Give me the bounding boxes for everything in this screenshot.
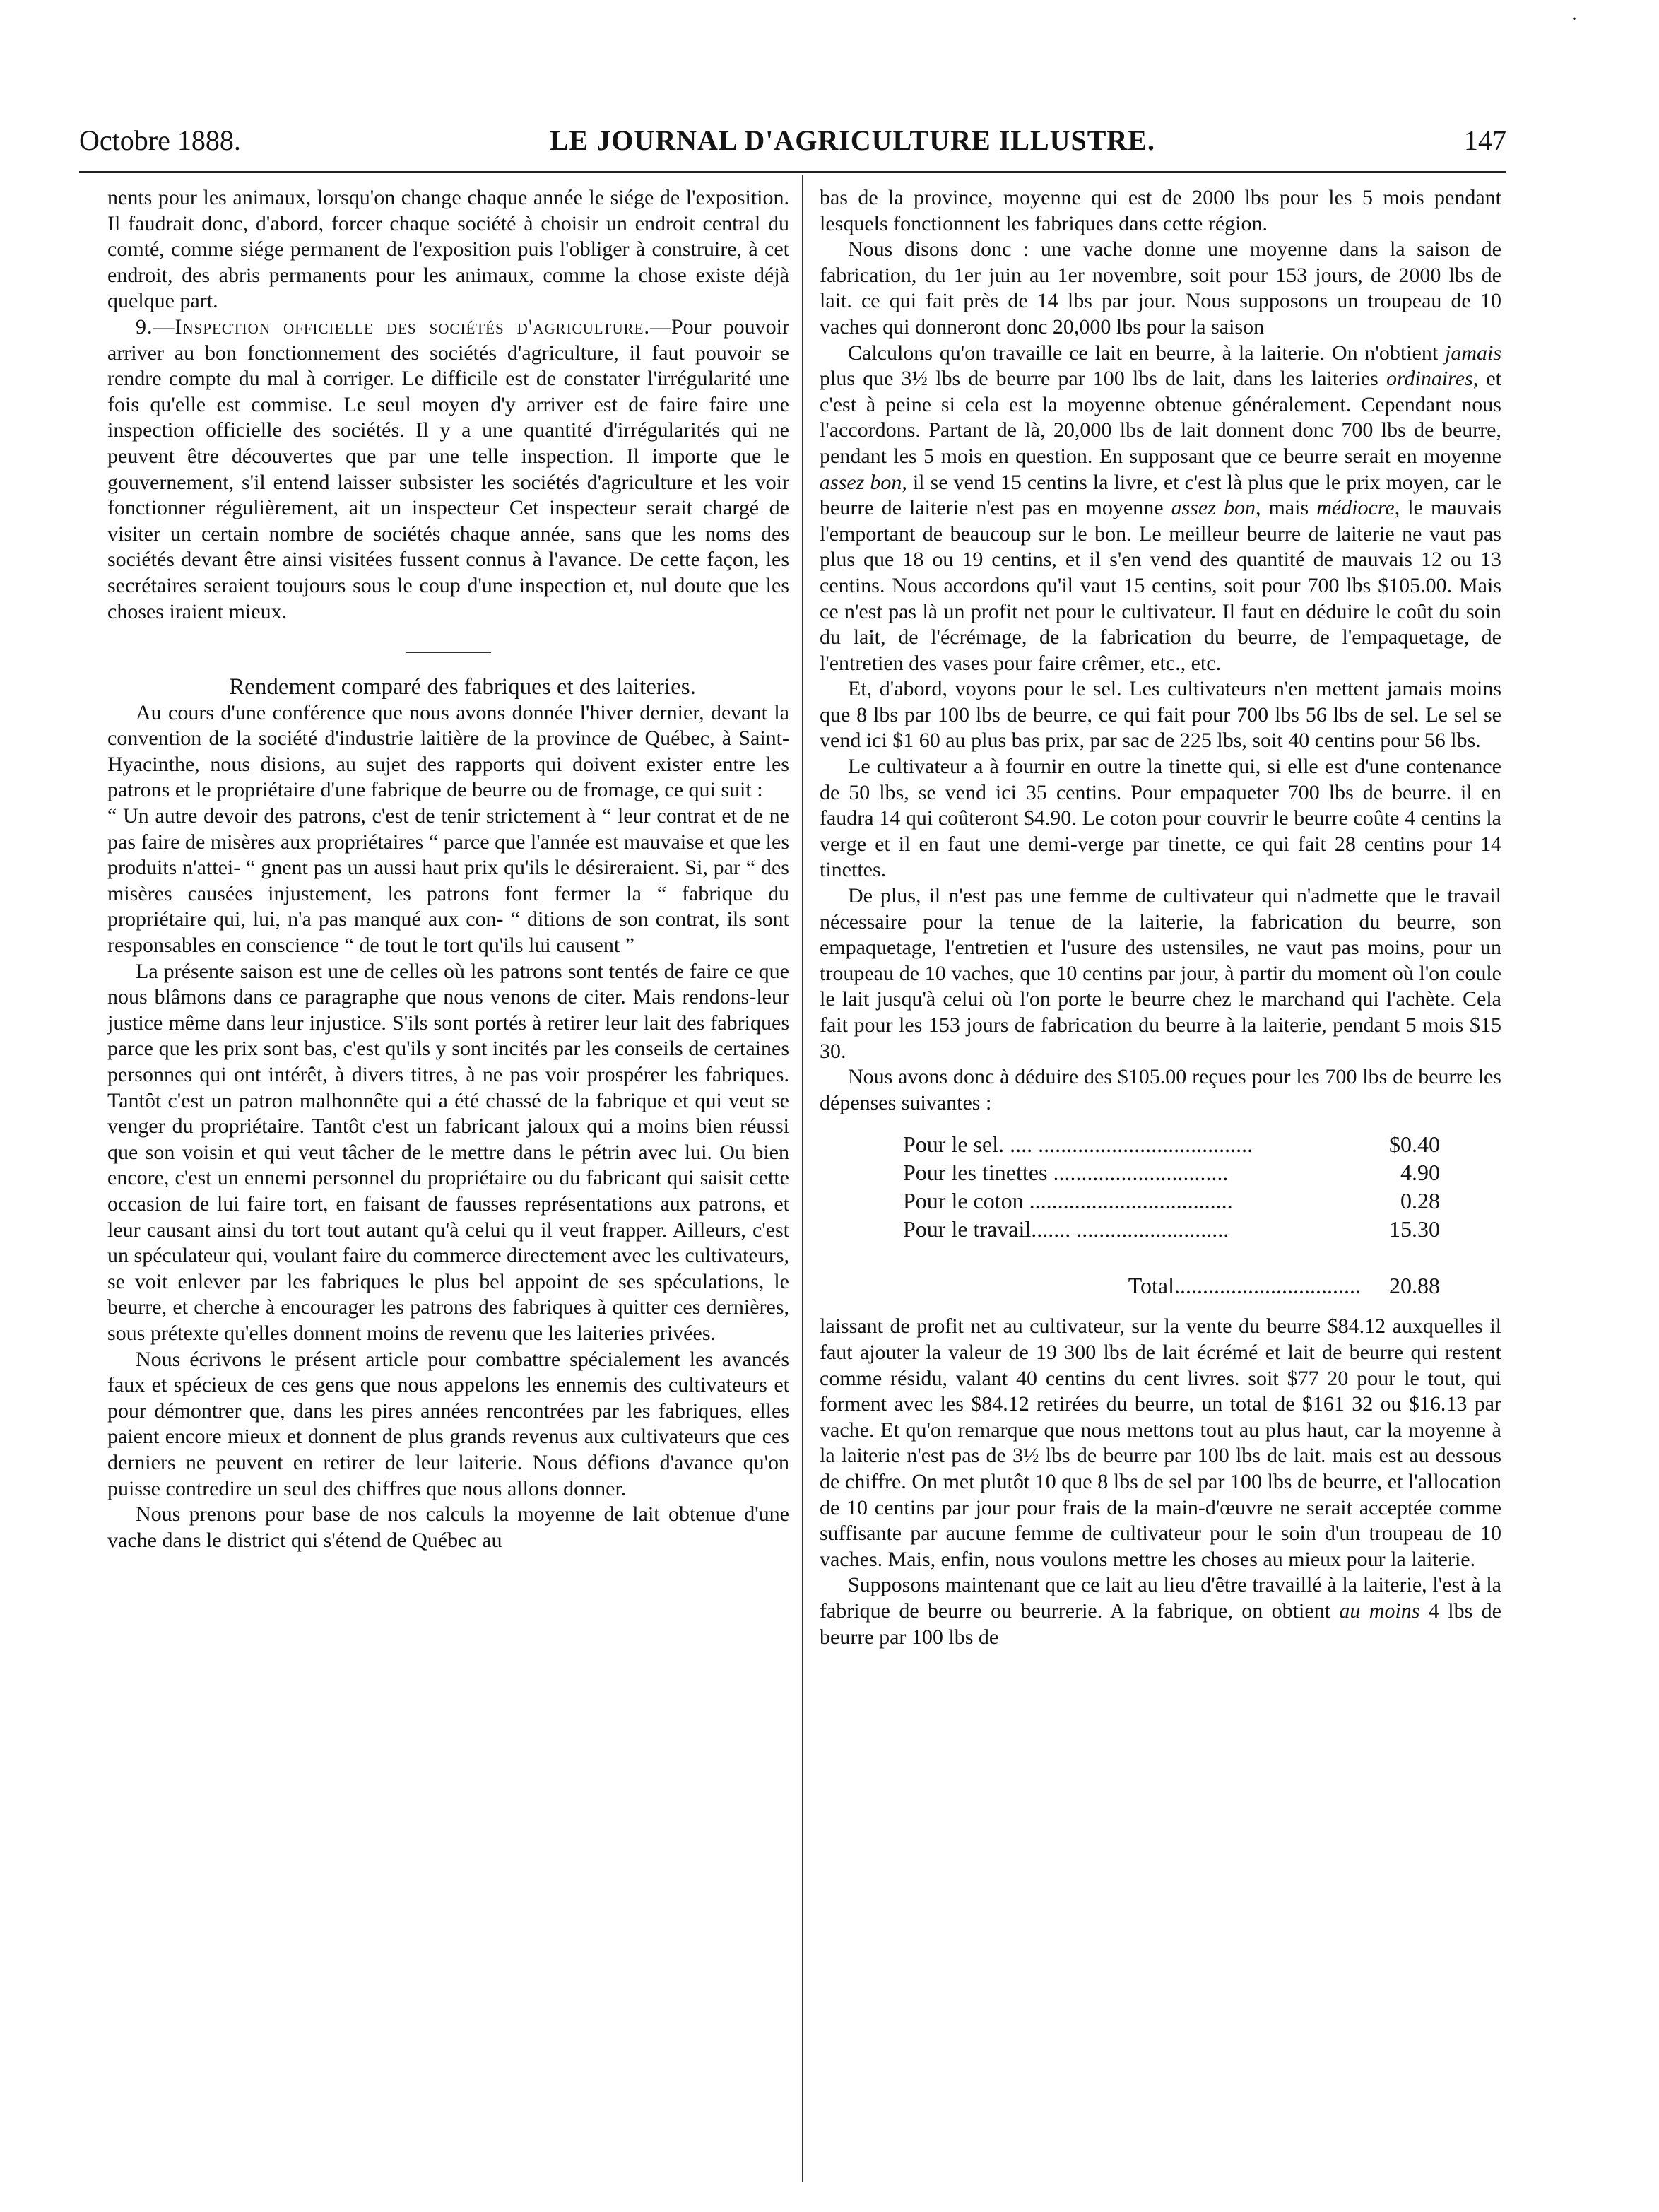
italic-text: assez bon bbox=[820, 470, 902, 494]
expense-label bbox=[903, 1158, 1228, 1187]
paragraph: Le cultivateur a à fournir en outre la tinette qui, si elle est d'une contenance de 50 lbs, se vend ici 35 centins. Pour empaqueter 700 lbs de beurre. il en faudra 14 qui coûteront $4.90. Le coton pour couvrir le beurre coûte 4 centins la verge et il en faut une demi-verge par tinette, ce qui fait 28 centins pour 14 tinettes. bbox=[820, 755, 1501, 882]
header-rule bbox=[79, 171, 1506, 173]
italic-text: jamais bbox=[1444, 341, 1501, 365]
text-run: , il se vend 15 centins la livre, et c'est là plus que le prix moyen, car le beurre de laiterie n'est pas en moyenne bbox=[820, 470, 1501, 520]
paragraph: La présente saison est une de celles où les patrons sont tentés de faire ce que nous blâmons dans ce paragraphe que nous venons de citer. Mais rendons-leur justice même dans leur injustice. S'ils sont portés à retirer leur lait des fabriques parce que les prix sont bas, c'est qu'ils y sont incités par les conseils de certaines personnes qui ont intérêt, à divers titres, à ne pas voir prospérer les fabriques. Tantôt c'est un patron malhonnête qui a été chassé de la fabrique et qui veut se venger du propriétaire. Tantôt c'est un fabricant jaloux qui a moins bien réussi que son voisin et qui veut tâcher de le mettre dans le pétrin avec lui. Ou bien encore, c'est un ennemi personnel du propriétaire ou du fabricant qui saisit cette occasion de lui faire tort, en faisant de fausses représentations aux patrons, et leur causant ainsi du tort tout autant qu'à celui qu il veut frapper. Ailleurs, c'est un spéculateur qui, voulant faire du commerce directement avec les cultivateurs, se voit enlever par les fabriques le plus bel appoint de ses spéculations, le beurre, et cherche à encourager les patrons des fabriques à quitter ces dernières, sous prétexte qu'elles donnent moins de revenu que les laiteries privées. bbox=[107, 959, 789, 1345]
expense-label bbox=[903, 1187, 1233, 1215]
italic-text: assez bon bbox=[1171, 496, 1256, 520]
text-run: , le mauvais l'emportant de beaucoup sur le bon. Le meilleur beurre de laiterie ne vaut pas plus que 18 ou 19 centins, et il s'en vend des quantité de mauvais 12 ou 13 centins. Nous accordons qu'il vaut 15 centins, soit pour 700 lbs $105.00. Mais ce n'est pas là un profit net pour le cultivateur. Il faut en déduire le coût du soin du lait, de l'écrémage, de la fabrication du beurre, de l'empaquetage, de l'entretien des vases pour faire crêmer, etc., etc. bbox=[820, 496, 1501, 675]
journal-title: LE JOURNAL D'AGRICULTURE ILLUSTRE. bbox=[549, 124, 1155, 156]
paragraph bbox=[820, 341, 1501, 677]
left-column bbox=[107, 185, 789, 1553]
text-run: , mais bbox=[1255, 496, 1317, 520]
paragraph: Et, d'abord, voyons pour le sel. Les cultivateurs n'en mettent jamais moins que 8 lbs par 100 lbs de beurre, ce qui fait pour 700 lbs 56 lbs de sel. Le sel se vend ici $1 60 au plus bas prix, par sac de 225 lbs, soit 40 centins pour 56 lbs. bbox=[820, 677, 1501, 753]
paragraph-inspection bbox=[107, 314, 789, 625]
paragraph-text: —Pour pouvoir arriver au bon fonctionnement des sociétés d'agriculture, il faut pouvoir se rendre compte du mal à corriger. Le difficile est de constater l'irrégularité une fois qu'elle est commise. Le seul moyen d'y arriver est de faire faire une inspection officielle des sociétés. Il y a une quantité d'irrégularités qui ne peuvent être découvertes que par une telle inspection. Il importe que le gouvernement, s'il entend laisser subsister les sociétés d'agriculture et les voir fonctionner régulièrement, ait un inspecteur Cet inspecteur serait chargé de visiter un certain nombre de sociétés chaque année, sans que les noms des sociétés devant être ainsi visitées fussent connus à l'avance. De cette façon, les secrétaires seraient toujours sous le coup d'une inspection et, nul doute que les choses iraient mieux. bbox=[107, 314, 790, 623]
expense-name: Pour le sel. .... bbox=[903, 1131, 1033, 1158]
italic-text: médiocre bbox=[1316, 496, 1395, 520]
paragraph bbox=[820, 1572, 1501, 1650]
text-run: 4 lbs de beurre par 100 lbs de bbox=[820, 1599, 1501, 1649]
expense-value: 0.28 bbox=[1400, 1188, 1440, 1214]
page-number: 147 bbox=[1464, 124, 1506, 156]
quotation: “ Un autre devoir des patrons, c'est de tenir strictement à “ leur contrat et de ne pas faire de misères aux propriétaires “ parce que l'année est mauvaise et que les produits n'attei- “ gnent pas un aussi haut prix qu'ils le désireraient. Si, par “ des misères causées injustement, les patrons font fermer la “ fabrique du propriétaire qui, lui, n'a pas manqué aux con- “ ditions de son contrat, ils sont responsables en conscience “ de tout le tort qu'ils lui causent ” bbox=[107, 804, 789, 958]
expense-value: 15.30 bbox=[1389, 1216, 1440, 1242]
expense-label bbox=[903, 1215, 1229, 1243]
leader-dots: ...................................... bbox=[1032, 1131, 1253, 1158]
column-divider bbox=[802, 175, 803, 2182]
expense-name: Pour le travail....... bbox=[903, 1216, 1071, 1242]
issue-date: Octobre 1888. bbox=[79, 124, 241, 156]
section-separator bbox=[406, 652, 491, 653]
text-run: Supposons maintenant que ce lait au lieu d'être travaillé à la laiterie, l'est à la fabrique de beurre ou beurrerie. A la fabrique, on obtient bbox=[820, 1573, 1501, 1623]
expense-name: Pour les tinettes bbox=[903, 1160, 1048, 1186]
expense-row bbox=[903, 1130, 1440, 1158]
article-title: Rendement comparé des fabriques et des laiteries. bbox=[229, 674, 696, 700]
section-heading: 9.—Inspection officielle des sociétés d'agriculture. bbox=[136, 314, 650, 339]
total-label: Total................................. bbox=[1128, 1273, 1361, 1299]
paragraph: Nous écrivons le présent article pour combattre spécialement les avancés faux et spécieux de ces gens que nous appelons les ennemis des cultivateurs et pour démontrer que, dans les pires années rencontrées par les fabriques, elles paient encore mieux et donnent de plus grands revenus aux cultivateurs que ces derniers ne peuvent en retirer de leur laiterie. Nous défions d'avance qu'on puisse contredire un seul des chiffres que nous allons donner. bbox=[107, 1347, 789, 1500]
total-row bbox=[903, 1271, 1440, 1300]
stray-mark: · bbox=[1571, 7, 1578, 30]
paragraph: Au cours d'une conférence que nous avons donnée l'hiver dernier, devant la convention de la société d'industrie laitière de la province de Québec, à Saint-Hyacinthe, nous disions, au sujet des rapports qui doivent exister entre les patrons et le propriétaire d'une fabrique de beurre ou de fromage, ce qui suit : bbox=[107, 700, 789, 802]
paragraph: nents pour les animaux, lorsqu'on change chaque année le siége de l'exposition. Il faudrait donc, d'abord, forcer chaque société à choisir un endroit central du comté, comme siége permanent de l'exposition puis l'obliger à construire, à cet endroit, des abris permanents pour les animaux, comme la chose existe déjà quelque part. bbox=[107, 186, 789, 313]
expense-row bbox=[903, 1187, 1440, 1215]
leader-dots: ............................... bbox=[1047, 1160, 1229, 1186]
right-column bbox=[820, 185, 1501, 1650]
expense-value: $0.40 bbox=[1389, 1131, 1440, 1158]
text-run: , et c'est à peine si cela est la moyenne obtenue généralement. Cependant nous l'accordons. Partant de là, 20,000 lbs de lait donnent donc 700 lbs de beurre, pendant les 5 mois en question. En supposant que ce beurre serait en moyenne bbox=[820, 367, 1502, 468]
expense-value: 4.90 bbox=[1400, 1160, 1440, 1186]
italic-text: au moins bbox=[1339, 1599, 1420, 1623]
total-value: 20.88 bbox=[1389, 1273, 1440, 1299]
paragraph: Nous prenons pour base de nos calculs la moyenne de lait obtenue d'une vache dans le district qui s'étend de Québec au bbox=[107, 1502, 789, 1552]
italic-text: ordinaires bbox=[1386, 367, 1473, 391]
expense-row bbox=[903, 1215, 1440, 1243]
text-run: plus que 3½ lbs de beurre par 100 lbs de lait, dans les laiteries bbox=[820, 367, 1386, 391]
paragraph: bas de la province, moyenne qui est de 2000 lbs pour les 5 mois pendant lesquels fonctionnent les fabriques dans cette région. bbox=[820, 186, 1501, 235]
expense-table bbox=[903, 1130, 1440, 1300]
expense-label bbox=[903, 1130, 1253, 1158]
paragraph: Nous disons donc : une vache donne une moyenne dans la saison de fabrication, du 1er juin au 1er novembre, soit pour 153 jours, de 2000 lbs de lait. ce qui fait près de 14 lbs par jour. Nous supposons un troupeau de 10 vaches qui donneront donc 20,000 lbs pour la saison bbox=[820, 237, 1501, 339]
expense-name: Pour le coton bbox=[903, 1188, 1024, 1214]
paragraph: Nous avons donc à déduire des $105.00 reçues pour les 700 lbs de beurre les dépenses suivantes : bbox=[820, 1065, 1501, 1114]
leader-dots: .................................... bbox=[1023, 1188, 1233, 1214]
text-run: Calculons qu'on travaille ce lait en beurre, à la laiterie. On n'obtient bbox=[848, 341, 1445, 365]
paragraph: De plus, il n'est pas une femme de cultivateur qui n'admette que le travail nécessaire pour la tenue de la laiterie, la fabrication du beurre, son empaquetage, l'entretien et l'usure des ustensiles, ne vaut pas moins, pour un troupeau de 10 vaches, que 10 centins par jour, à partir du moment où l'on coule le lait jusqu'à celui où l'on porte le beurre chez le marchand qui l'achète. Cela fait pour les 153 jours de fabrication du beurre à la laiterie, pendant 5 mois $15 30. bbox=[820, 884, 1501, 1063]
page-header bbox=[79, 106, 1506, 157]
leader-dots: ........................... bbox=[1070, 1216, 1229, 1242]
paragraph: laissant de profit net au cultivateur, sur la vente du beurre $84.12 auxquelles il faut ajouter la valeur de 19 300 lbs de lait écrémé et lait de beurre qui restent comme résidu, valant 40 centins du cent livres. soit $77 20 pour le tout, qui forment avec les $84.12 retirées du beurre, un total de $161 32 ou $16.13 par vache. Et qu'on remarque que nous mettons tout au plus haut, car la moyenne à la laiterie n'est pas de 3½ lbs de beurre par 100 lbs de lait. mais est au dessous de chiffre. On met plutôt 10 que 8 lbs de sel par 100 lbs de beurre, et l'allocation de 10 centins par jour pour frais de la main-d'œuvre ne serait acceptée comme suffisante par aucune femme de cultivateur pour le soin d'un troupeau de 10 vaches. Mais, enfin, nous voulons mettre les choses au mieux pour la laiterie. bbox=[820, 1314, 1501, 1571]
expense-row bbox=[903, 1158, 1440, 1187]
